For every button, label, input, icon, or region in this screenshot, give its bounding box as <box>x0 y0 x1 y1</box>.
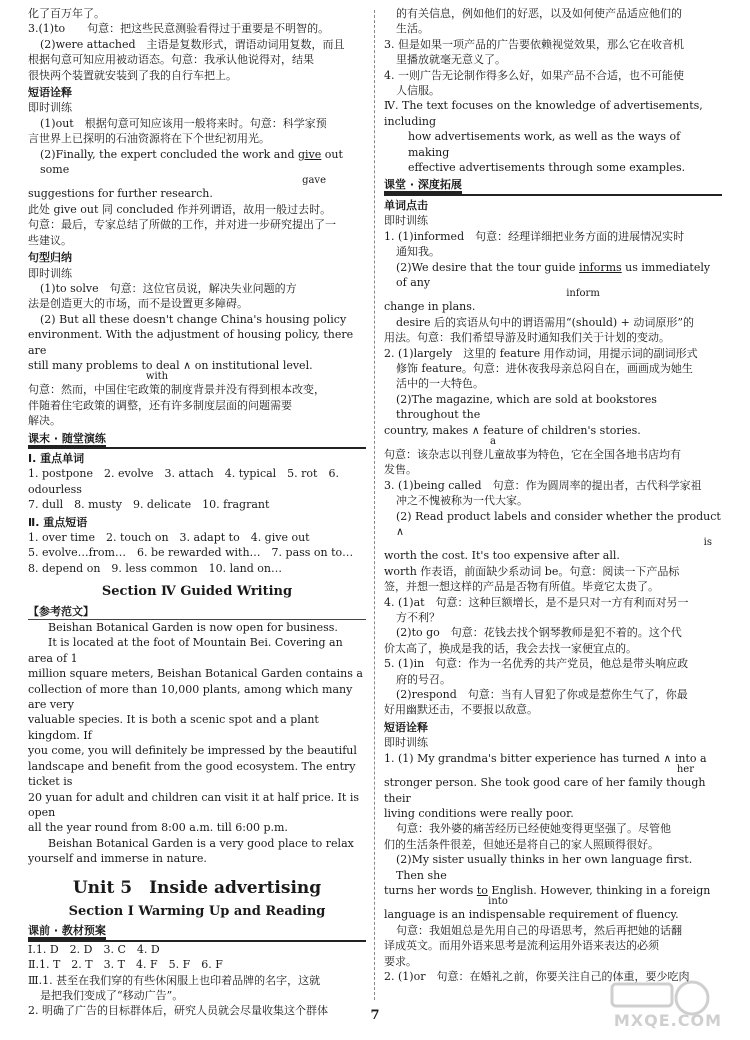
text-line: change in plans. <box>384 300 476 314</box>
heading-key-words: Ⅰ. 重点单词 <box>28 451 85 465</box>
text-line: 通知我。 <box>396 245 440 259</box>
text-line: (1)out 根据句意可知应该用一般将来时。句意：科学家预 <box>40 116 327 130</box>
insert-mark: ∧ <box>183 358 192 372</box>
text-line: 1. (1)informed 句意：经理详细把业务方面的进展情况实时 <box>384 229 685 243</box>
text-line: 根据句意可知应用被动语态。句意：我承认他说得对，结果 <box>28 53 314 67</box>
text-line: effective advertisements through some examples. <box>408 161 686 175</box>
answer-line: 是把我们变成了“移动广告”。 <box>40 988 184 1002</box>
text-line: 句意：该杂志以刊登儿童故事为特色，它在全国各地书店均有 <box>384 447 681 461</box>
correction-note: her <box>676 764 694 776</box>
underlined-word: give <box>297 147 322 161</box>
correction-line <box>28 147 366 178</box>
heading-in-class: 课堂 · 深度拓展 <box>384 177 722 195</box>
section-title: Section Ⅳ Guided Writing <box>101 584 293 600</box>
correction-note: with <box>145 371 169 383</box>
heading-after-class: 课末 · 随堂演练 <box>28 431 366 449</box>
heading-practice: 即时训练 <box>28 101 72 115</box>
text-line: 好用幽默还击，不要报以敌意。 <box>384 703 538 717</box>
essay-line: all the year round from 8:00 a.m. till 6:00 p.m. <box>28 821 288 835</box>
text-line: 生活。 <box>396 22 429 36</box>
text-line: 价太高了，换成是我的话，我会去找一家便宜点的。 <box>384 641 637 655</box>
heading-sentence-pattern: 句型归纳 <box>28 251 72 265</box>
text-line: how advertisements work, as well as the ways of making <box>408 130 681 159</box>
text-part: (2)Finally, the expert concluded the work and <box>40 147 298 161</box>
text-line: 修饰 feature。句意：进休夜我母亲总闷自在，画画成为她生 <box>396 361 693 375</box>
heading-word-point: 单词点击 <box>384 198 428 212</box>
text-line: 们的生活条件很差，但她还是将自己的家人照顾得很好。 <box>384 837 659 851</box>
heading-practice: 即时训练 <box>384 214 428 228</box>
heading-practice: 即时训练 <box>28 266 72 280</box>
heading-phrase-explanation: 短语诠释 <box>28 86 72 100</box>
text-part: us immediately of any <box>396 260 711 289</box>
page-number: 7 <box>370 1008 380 1023</box>
watermark-text: MXQE.COM <box>613 1011 722 1030</box>
text-part: 1. (1) My grandma's bitter experience has turned <box>384 751 664 765</box>
correction-line <box>384 751 722 766</box>
text-line: desire 后的宾语从句中的谓语需用“(should) + 动词原形”的 <box>396 315 695 329</box>
text-part: still many problems to deal <box>28 358 184 372</box>
text-line: 签，并想一想这样的产品是否物有所值。毕竟它太贵了。 <box>384 580 659 594</box>
text-line: 4. (1)at 句意：这种巨额增长，是不是只对一方有利而对另一 <box>384 595 689 609</box>
text-line: 2. (1)largely 这里的 feature 用作动词，用提示词的副词形式 <box>384 346 698 360</box>
text-line: 译成英文。而用外语来思考是流利运用外语来表达的必须 <box>384 939 659 953</box>
text-line: 解决。 <box>28 414 61 428</box>
left-column <box>28 6 366 1019</box>
text-part: out some <box>40 147 343 177</box>
answer-line: 1. postpone 2. evolve 3. attach 4. typical 5. rot 6. odourless <box>28 467 339 496</box>
text-line: 冲之不愧被称为一代大家。 <box>396 494 528 508</box>
answer-line: 1. over time 2. touch on 3. adapt to 4. give out <box>28 531 310 544</box>
answer-line: 8. depend on 9. less common 10. land on… <box>28 561 282 575</box>
text-line: 法是创造更大的市场，而不是设置更多障碍。 <box>28 297 248 311</box>
essay-line: collection of more than 10,000 plants, among which many are very <box>28 682 353 712</box>
text-line: 2. (1)or 句意：在婚礼之前，你要关注自己的体重，要少吃肉 <box>384 969 690 983</box>
text-line: (2) But all these doesn't change China's housing policy <box>40 312 347 326</box>
essay-line: you come, you will definitely be impressed by the beautiful <box>28 744 357 758</box>
text-line: 很快两个装置就安装到了我的自行车把上。 <box>28 68 237 82</box>
text-line: 4. 一则广告无论制作得多么好，如果产品不合适，也不可能使 <box>384 68 684 82</box>
text-part: on institutional level. <box>191 358 313 372</box>
answer-line: Ⅲ.1. 甚至在我们穿的有些休闲服上也印着品牌的名字，这就 <box>28 973 321 987</box>
heading-phrase-explanation: 短语诠释 <box>384 720 428 734</box>
watermark-logo <box>592 978 722 1030</box>
heading-practice: 即时训练 <box>384 736 428 750</box>
underlined-word: informs <box>579 260 622 274</box>
column-divider <box>374 10 375 1000</box>
correction-line <box>384 509 722 540</box>
heading-before-class: 课前 · 教材预案 <box>28 923 366 941</box>
text-line: (1)to solve 句意：这位官员说，解决失业问题的方 <box>40 281 297 295</box>
text-line: 句意：我姐姐总是先用自己的母语思考，然后再把她的话翻 <box>396 923 682 937</box>
text-line: 3. 但是如果一项产品的广告要依赖视觉效果，那么它在收音机 <box>384 37 684 51</box>
text-part: (2) Read product labels and consider whether the product <box>396 509 721 523</box>
text-line: 句意：最后，专家总结了所做的工作，并对进一步研究提出了一 <box>28 218 336 232</box>
essay-line: valuable species. It is both a scenic spot and a plant kingdom. If <box>28 713 319 742</box>
text-line: 5. (1)in 句意：作为一名优秀的共产党员，他总是带头响应政 <box>384 657 689 671</box>
text-line: 要求。 <box>384 954 417 968</box>
text-line: 3.(1)to 句意：把这些民意测验看得过于重要是不明智的。 <box>28 22 330 36</box>
correction-note: gave <box>302 175 326 187</box>
text-line: 伴随着住宅政策的调整，还有许多制度层面的问题需要 <box>28 398 292 412</box>
text-line: 句意：我外婆的痛苦经历已经使她变得更坚强了。尽管他 <box>396 822 671 836</box>
essay-line: It is located at the foot of Mountain Bei. Covering an area of 1 <box>28 636 343 665</box>
answer-line: 5. evolve…from… 6. be rewarded with… 7. pass on to… <box>28 546 354 560</box>
text-line: (2)My sister usually thinks in her own language first. Then she <box>396 853 693 882</box>
text-line: 方不利？ <box>396 611 440 625</box>
correction-note: inform <box>566 288 600 300</box>
heading-key-phrases: Ⅱ. 重点短语 <box>28 515 88 529</box>
text-part: turns her words <box>384 883 477 897</box>
answer-line: 7. dull 8. musty 9. delicate 10. fragrant <box>28 498 270 512</box>
answer-line: Ⅱ.1. T 2. T 3. T 4. F 5. F 6. F <box>28 958 223 972</box>
text-line: environment. With the adjustment of housing policy, there are <box>28 328 354 357</box>
text-line: language is an indispensable requirement of fluency. <box>384 908 679 922</box>
right-column <box>384 6 722 984</box>
unit-title: Unit 5 Inside advertising <box>72 877 322 898</box>
insert-mark: ∧ <box>471 423 480 437</box>
answer-line: Ⅰ.1. D 2. D 3. C 4. D <box>28 942 160 956</box>
text-part: English. However, thinking in a foreign <box>487 883 711 897</box>
text-line: (2)respond 句意：当有人冒犯了你或是惹你生气了，你最 <box>396 688 688 702</box>
text-line: (2)to go 句意：花钱去找个钢琴教师是犯不着的。这个代 <box>396 626 682 640</box>
section-title: Section Ⅰ Warming Up and Reading <box>68 903 326 919</box>
text-line: 3. (1)being called 句意：作为圆周率的提出者，古代科学家祖 <box>384 478 702 492</box>
essay-line: Beishan Botanical Garden is a very good place to relax <box>48 836 354 850</box>
text-line: 些建议。 <box>28 233 72 247</box>
text-part: into a <box>671 751 707 765</box>
correction-note: a <box>490 435 496 447</box>
text-line: living conditions were really poor. <box>384 806 574 820</box>
text-line: 化了百万年了。 <box>28 7 105 20</box>
text-line: worth 作表语，前面缺少系动词 be。句意：阅读一下产品标 <box>384 564 680 578</box>
text-line: 句意：然而，中国住宅政策的制度背景并没有得到根本改变， <box>28 383 325 397</box>
text-line: worth the cost. It's too expensive after all. <box>384 549 620 563</box>
insert-mark: ∧ <box>663 751 672 765</box>
text-line: stronger person. She took good care of her family though their <box>384 776 706 805</box>
text-line: (2)were attached 主语是复数形式，谓语动词用复数，而且 <box>40 37 345 51</box>
text-line: 人信服。 <box>396 84 440 98</box>
correction-line <box>384 883 722 898</box>
insert-mark: ∧ <box>396 525 405 538</box>
text-line: Ⅳ. The text focuses on the knowledge of advertisements, including <box>384 99 703 128</box>
text-line: suggestions for further research. <box>28 187 213 201</box>
answer-line: 2. 明确了广告的目标群体后，研究人员就会尽量收集这个群体 <box>28 1004 328 1018</box>
underlined-word: to <box>476 883 488 897</box>
text-line: 此处 give out 同 concluded 作并列谓语，故用一般过去时。 <box>28 202 332 216</box>
text-line: (2)The magazine, which are sold at bookstores throughout the <box>396 392 657 422</box>
essay-line: 20 yuan for adult and children can visit it at half price. It is open <box>28 790 360 819</box>
correction-note: into <box>488 896 508 908</box>
essay-line: landscape and benefit from the good ecosystem. The entry ticket is <box>28 759 356 789</box>
reference-essay-heading: 【参考范文】 <box>28 604 366 620</box>
text-line: 言世界上已探明的石油资源将在下个世纪初用光。 <box>28 132 270 146</box>
text-line: 里播放就毫无意义了。 <box>396 53 506 67</box>
essay-line: Beishan Botanical Garden is now open for business. <box>48 621 338 635</box>
text-line: 用法。句意：我们希望导游及时通知我们关于计划的变动。 <box>384 331 670 345</box>
essay-line: yourself and immerse in nature. <box>28 852 207 866</box>
text-part: (2)We desire that the tour guide <box>396 260 580 274</box>
correction-line <box>384 260 722 291</box>
text-part: feature of children's stories. <box>479 423 641 437</box>
correction-note: is <box>703 537 712 549</box>
text-line: 的有关信息，例如他们的好恶，以及如何使产品适应他们的 <box>396 7 682 20</box>
text-part: country, makes <box>384 423 472 437</box>
text-line: 府的号召。 <box>396 672 451 686</box>
text-line: 活中的一大特色。 <box>396 377 484 391</box>
text-line: 发售。 <box>384 463 417 477</box>
essay-line: million square meters, Beishan Botanical Garden contains a <box>28 667 363 681</box>
